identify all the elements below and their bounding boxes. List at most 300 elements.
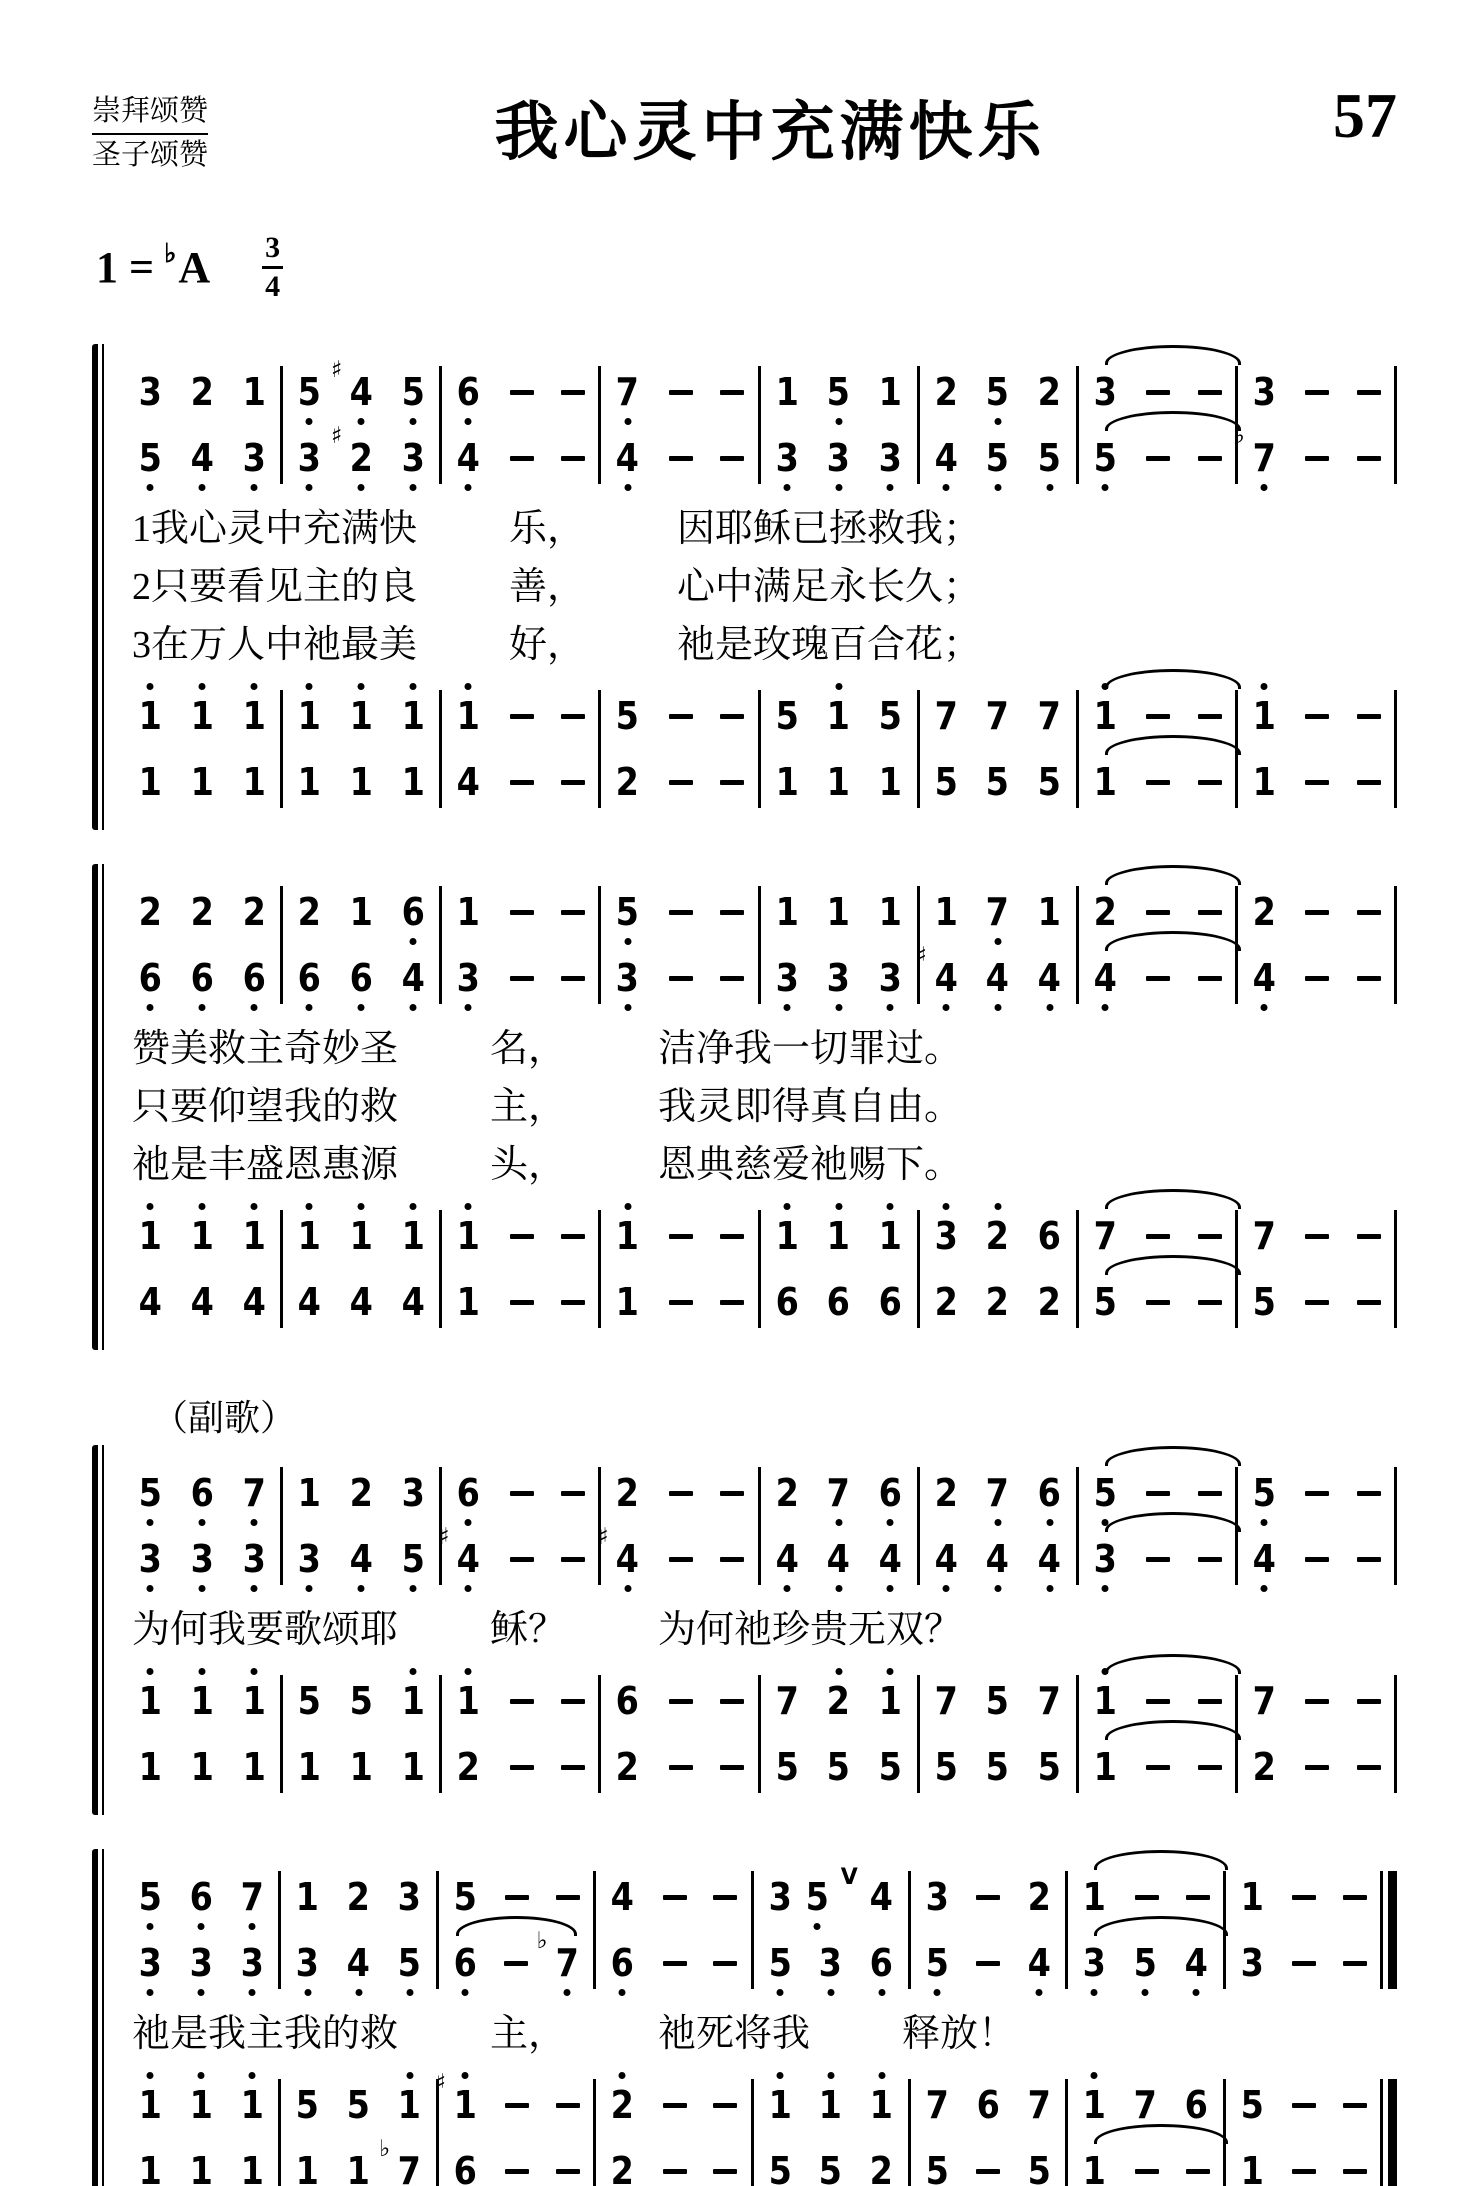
note xyxy=(137,1280,163,1324)
dash-note xyxy=(1135,1895,1159,1900)
octave-dot-below xyxy=(358,1004,365,1011)
note-digit: 3 xyxy=(242,1537,266,1581)
note xyxy=(294,2149,320,2186)
note-digit: 5 xyxy=(1037,760,1062,804)
note xyxy=(296,1679,322,1723)
note-digit: 5 xyxy=(1252,1280,1276,1324)
dash-note xyxy=(561,390,585,395)
note-digit: 4 xyxy=(615,1537,640,1581)
note xyxy=(804,1875,830,1919)
note-digit: 4 xyxy=(615,436,640,480)
header xyxy=(92,55,1397,175)
measure-row xyxy=(1092,1210,1222,1262)
octave-dot-below xyxy=(994,418,1001,425)
note xyxy=(241,1471,267,1515)
note-digit: 1 xyxy=(297,760,321,804)
hymn-title: 我心灵中充满快乐 xyxy=(494,97,1047,168)
note-digit: 6 xyxy=(615,1679,640,1723)
note xyxy=(137,956,163,1000)
measure-row xyxy=(137,690,267,742)
dash-note xyxy=(561,714,585,719)
measure xyxy=(1079,1467,1235,1585)
note xyxy=(774,1280,800,1324)
dash-note xyxy=(1357,1557,1381,1562)
note-digit: 7 xyxy=(615,370,640,414)
note-digit: 1 xyxy=(1037,890,1062,934)
note xyxy=(188,1941,214,1985)
note xyxy=(924,2149,950,2186)
measure-row xyxy=(1239,1937,1367,1989)
octave-dot-above xyxy=(306,683,313,690)
measure-row xyxy=(296,690,426,742)
octave-dot-above xyxy=(410,1203,417,1210)
note xyxy=(536,1928,580,1985)
note xyxy=(984,760,1010,804)
note xyxy=(348,890,374,934)
note xyxy=(877,370,903,414)
note-digit: 3 xyxy=(401,436,425,480)
dash-note xyxy=(1198,1300,1222,1305)
octave-dot-above xyxy=(358,1203,365,1210)
note xyxy=(1092,760,1118,804)
note xyxy=(1036,1537,1062,1581)
note-digit: 6 xyxy=(456,370,481,414)
octave-dot-below xyxy=(942,1585,949,1592)
measure xyxy=(281,1871,435,1989)
note xyxy=(877,760,903,804)
measure-row xyxy=(296,1467,426,1519)
dash-note xyxy=(1292,2169,1316,2174)
note-digit: 7 xyxy=(1133,2083,1158,2127)
dash-note xyxy=(720,976,744,981)
note-digit: 1 xyxy=(190,694,214,738)
measure-row xyxy=(1251,1533,1381,1585)
note-digit: 2 xyxy=(615,1745,640,1789)
note-digit: 3 xyxy=(297,436,321,480)
note xyxy=(984,370,1010,414)
note xyxy=(1239,1941,1265,1985)
sharp-icon: ♯ xyxy=(330,357,343,383)
dash-note xyxy=(510,1491,534,1496)
note-digit: 3 xyxy=(456,956,481,1000)
lyric-segment: 祂是丰盛恩惠源 xyxy=(132,1144,399,1186)
dash-note xyxy=(510,1765,534,1770)
note-digit: 5 xyxy=(934,1745,958,1789)
dash-note xyxy=(1186,1895,1210,1900)
note xyxy=(455,1471,481,1515)
note-digit: 6 xyxy=(349,956,373,1000)
system-body xyxy=(124,1855,1397,2186)
measure-row xyxy=(455,690,585,742)
note-digit: 4 xyxy=(456,1537,481,1581)
note xyxy=(455,760,481,804)
note xyxy=(400,694,426,738)
note-digit: 4 xyxy=(986,956,1010,1000)
dash-note xyxy=(1357,714,1381,719)
note-digit: 5 xyxy=(826,1745,851,1789)
note-digit: 6 xyxy=(456,1471,481,1515)
measure-row xyxy=(1251,756,1381,808)
measure-row xyxy=(1092,366,1222,418)
measure xyxy=(1079,366,1235,484)
measure-row xyxy=(137,756,267,808)
note-digit: 2 xyxy=(297,890,321,934)
note xyxy=(1036,436,1062,480)
note xyxy=(1092,956,1118,1000)
note xyxy=(614,1679,640,1723)
note-digit: 1 xyxy=(768,2083,792,2127)
note-digit: 4 xyxy=(349,1280,373,1324)
note-digit: 2 xyxy=(986,1214,1010,1258)
measure-row xyxy=(296,1276,426,1328)
dash-note xyxy=(510,1300,534,1305)
note xyxy=(241,694,267,738)
measure-row xyxy=(137,1467,267,1519)
note xyxy=(984,694,1010,738)
note xyxy=(774,436,800,480)
dash-note xyxy=(1146,1491,1170,1496)
measure-row xyxy=(774,1675,904,1727)
note-digit: 1 xyxy=(1093,760,1117,804)
note xyxy=(241,1679,267,1723)
measure-row xyxy=(614,1741,744,1793)
measure xyxy=(920,1675,1076,1793)
note xyxy=(452,1875,478,1919)
lyric-segment: 祂死将我 xyxy=(658,2013,811,2055)
final-barline xyxy=(1380,1871,1397,1989)
barline xyxy=(1394,366,1397,484)
note xyxy=(1251,1679,1277,1723)
note-digit: 7 xyxy=(925,2083,949,2127)
title-wrap xyxy=(208,55,1333,173)
note-digit: 4 xyxy=(401,1280,425,1324)
measure xyxy=(124,1675,280,1793)
note xyxy=(767,1941,793,1985)
measure-row xyxy=(933,690,1063,742)
measure-row xyxy=(296,423,426,484)
note xyxy=(614,370,640,414)
octave-dot-below xyxy=(355,1989,362,1996)
note-digit: 1 xyxy=(775,1214,799,1258)
measure-row xyxy=(1251,1210,1381,1262)
note-digit: 5 xyxy=(925,2149,949,2186)
dash-note xyxy=(505,2169,529,2174)
note xyxy=(1251,1537,1277,1581)
category-label xyxy=(92,91,208,175)
note xyxy=(924,1941,950,1985)
barline xyxy=(1394,1675,1397,1793)
octave-dot-above xyxy=(199,1668,206,1675)
note xyxy=(400,760,426,804)
note xyxy=(348,1471,374,1515)
note-digit: 2 xyxy=(190,370,214,414)
note-digit: 4 xyxy=(934,1537,958,1581)
octave-dot-above xyxy=(994,1203,1001,1210)
dash-note xyxy=(1292,1895,1316,1900)
note-digit: 4 xyxy=(297,1280,321,1324)
note xyxy=(137,694,163,738)
note-digit: 4 xyxy=(1252,1537,1276,1581)
note xyxy=(455,370,481,414)
octave-dot-below xyxy=(465,484,472,491)
measure xyxy=(283,1467,439,1585)
note xyxy=(348,1280,374,1324)
measure xyxy=(442,366,598,484)
measure xyxy=(1079,1675,1235,1793)
measure-row xyxy=(933,1467,1063,1519)
note xyxy=(189,370,215,414)
dash-note xyxy=(510,976,534,981)
note xyxy=(348,1537,374,1581)
note-digit: 5 xyxy=(297,370,321,414)
octave-dot-above xyxy=(835,1668,842,1675)
note-digit: 5 xyxy=(986,1745,1010,1789)
octave-dot-below xyxy=(250,484,257,491)
measure-row xyxy=(614,1276,744,1328)
note xyxy=(825,1280,851,1324)
measure xyxy=(761,1675,917,1793)
dash-note xyxy=(1305,1557,1329,1562)
voice-pair xyxy=(124,690,1397,808)
note xyxy=(877,1471,903,1515)
note-digit: 7 xyxy=(1027,2083,1051,2127)
system-bracket xyxy=(92,350,108,824)
measure-row xyxy=(452,1871,580,1923)
measure-row xyxy=(915,943,1063,1004)
note xyxy=(137,890,163,934)
note-digit: 7 xyxy=(986,694,1010,738)
note xyxy=(296,370,322,414)
note-digit: 5 xyxy=(615,694,640,738)
octave-dot-below xyxy=(1142,1989,1149,1996)
note-digit: 5 xyxy=(453,1875,477,1919)
measure-row xyxy=(137,1276,267,1328)
note xyxy=(767,2083,793,2127)
measure-row xyxy=(614,952,744,1004)
measure-row xyxy=(614,690,744,742)
note xyxy=(241,1280,267,1324)
dash-note xyxy=(663,1961,687,1966)
measure-row xyxy=(774,1533,904,1585)
note-digit: 1 xyxy=(349,760,373,804)
note xyxy=(767,1875,793,1919)
note-digit: 4 xyxy=(775,1537,799,1581)
note xyxy=(345,2083,371,2127)
note-digit: 7 xyxy=(397,2149,422,2186)
sharp-icon: ♯ xyxy=(915,943,927,969)
octave-dot-above xyxy=(250,1668,257,1675)
note-digit: 3 xyxy=(826,956,851,1000)
dash-note xyxy=(1357,1491,1381,1496)
note-digit: 5 xyxy=(805,1875,829,1919)
octave-dot-above xyxy=(250,1203,257,1210)
dash-note xyxy=(556,1895,580,1900)
measure xyxy=(596,1871,750,1989)
octave-dot-below xyxy=(994,1004,1001,1011)
final-barline xyxy=(1380,2079,1397,2186)
note-digit: 7 xyxy=(934,1679,958,1723)
octave-dot-below xyxy=(887,1004,894,1011)
flat-icon: ♭ xyxy=(1233,423,1245,449)
sharp-icon: ♯ xyxy=(597,1524,609,1550)
note-digit: 5 xyxy=(138,1875,162,1919)
measure xyxy=(1226,2079,1380,2186)
octave-dot-above xyxy=(147,683,154,690)
note-digit: 4 xyxy=(826,1537,851,1581)
note xyxy=(239,1941,265,1985)
dash-note xyxy=(556,2103,580,2108)
note xyxy=(774,1679,800,1723)
note-digit: 7 xyxy=(1037,1679,1062,1723)
note-digit: 4 xyxy=(349,370,373,414)
octave-dot-below xyxy=(147,484,154,491)
measure-row xyxy=(1092,1741,1222,1793)
dash-note xyxy=(720,456,744,461)
barline xyxy=(1394,1467,1397,1585)
flat-icon: ♭ xyxy=(164,238,177,268)
note-digit: 1 xyxy=(242,370,266,414)
octave-dot-below xyxy=(624,418,631,425)
note-digit: 4 xyxy=(456,760,481,804)
measure-row xyxy=(1251,1741,1381,1793)
note-digit: 5 xyxy=(986,370,1010,414)
note-digit: 5 xyxy=(878,694,903,738)
measure xyxy=(283,886,439,1004)
note xyxy=(296,694,322,738)
note xyxy=(1239,1875,1265,1919)
dash-note xyxy=(720,714,744,719)
note xyxy=(1036,1679,1062,1723)
measure-row xyxy=(597,1524,744,1585)
note xyxy=(1092,1679,1118,1723)
note-digit: 1 xyxy=(138,1745,162,1789)
dash-note xyxy=(1357,976,1381,981)
note-digit: 2 xyxy=(190,890,214,934)
measure-row xyxy=(924,1937,1052,1989)
measure-row xyxy=(933,1210,1063,1262)
measure xyxy=(1238,1467,1394,1585)
octave-dot-below xyxy=(358,484,365,491)
note xyxy=(984,1471,1010,1515)
measure-row xyxy=(614,1467,744,1519)
note xyxy=(455,1280,481,1324)
lyric-segment: 善， xyxy=(509,566,586,608)
measure-row xyxy=(1092,690,1222,742)
note xyxy=(933,1537,959,1581)
note-digit: 6 xyxy=(878,1280,903,1324)
note xyxy=(330,423,374,480)
note-digit: 1 xyxy=(934,890,958,934)
note-digit: 4 xyxy=(401,956,425,1000)
note-digit: 1 xyxy=(456,1280,481,1324)
note-digit: 4 xyxy=(1252,956,1276,1000)
octave-dot-above xyxy=(942,1203,949,1210)
note xyxy=(1036,956,1062,1000)
note xyxy=(984,890,1010,934)
measure-row xyxy=(924,2079,1052,2131)
voice-pair xyxy=(124,1675,1397,1793)
note xyxy=(330,357,374,414)
dash-note xyxy=(713,2103,737,2108)
measure xyxy=(601,1210,757,1328)
note-digit: 7 xyxy=(1252,1679,1276,1723)
measure-row xyxy=(296,886,426,938)
octave-dot-below xyxy=(835,1519,842,1526)
measure-row xyxy=(774,366,904,418)
measure-row xyxy=(137,1533,267,1585)
note xyxy=(455,1679,481,1723)
octave-dot-below xyxy=(1046,1519,1053,1526)
measure-row xyxy=(455,1675,585,1727)
octave-dot-below xyxy=(199,1004,206,1011)
note-digit: 1 xyxy=(190,1745,214,1789)
dash-note xyxy=(1146,390,1170,395)
note xyxy=(189,436,215,480)
lyrics-block xyxy=(132,500,1397,674)
note-digit: 2 xyxy=(869,2149,894,2186)
octave-dot-below xyxy=(619,1989,626,1996)
octave-dot-below xyxy=(827,1989,834,1996)
note xyxy=(294,2083,320,2127)
time-denominator: 4 xyxy=(265,270,281,303)
measure-row xyxy=(1251,690,1381,742)
note xyxy=(455,1745,481,1789)
note xyxy=(984,1537,1010,1581)
note-digit: 3 xyxy=(775,436,799,480)
measure-row xyxy=(137,1675,267,1727)
note-digit: 1 xyxy=(349,890,373,934)
measure-row xyxy=(296,1210,426,1262)
dash-note xyxy=(1146,1300,1170,1305)
note xyxy=(1036,760,1062,804)
measure-row xyxy=(774,690,904,742)
measure xyxy=(1226,1871,1380,1989)
note xyxy=(1092,1280,1118,1324)
lyrics-block xyxy=(132,1020,1397,1194)
note xyxy=(400,436,426,480)
note-digit: 1 xyxy=(826,1214,851,1258)
note xyxy=(1081,2149,1107,2186)
measure-row xyxy=(294,1871,422,1923)
note xyxy=(933,890,959,934)
note xyxy=(137,760,163,804)
dash-note xyxy=(1146,456,1170,461)
octave-dot-below xyxy=(942,1004,949,1011)
measure xyxy=(1238,886,1394,1004)
note xyxy=(396,2083,422,2127)
note-digit: 3 xyxy=(925,1875,949,1919)
chorus-label: （副歌） xyxy=(152,1398,297,1438)
lyric-segment: 稣？ xyxy=(490,1609,567,1651)
measure-row xyxy=(614,1210,744,1262)
measure-row xyxy=(1239,1871,1367,1923)
note xyxy=(345,2149,371,2186)
note xyxy=(933,436,959,480)
measure-row xyxy=(1233,423,1381,484)
voice-pair xyxy=(124,1864,1397,1989)
note-digit: 5 xyxy=(401,1537,425,1581)
note xyxy=(296,760,322,804)
note xyxy=(137,436,163,480)
note-digit: 1 xyxy=(297,1471,321,1515)
measure-row xyxy=(924,1871,1052,1923)
octave-dot-above xyxy=(250,683,257,690)
note xyxy=(189,956,215,1000)
note xyxy=(817,1941,843,1985)
dash-note xyxy=(1198,390,1222,395)
note-digit: 3 xyxy=(242,436,266,480)
measure-row xyxy=(455,1467,585,1519)
